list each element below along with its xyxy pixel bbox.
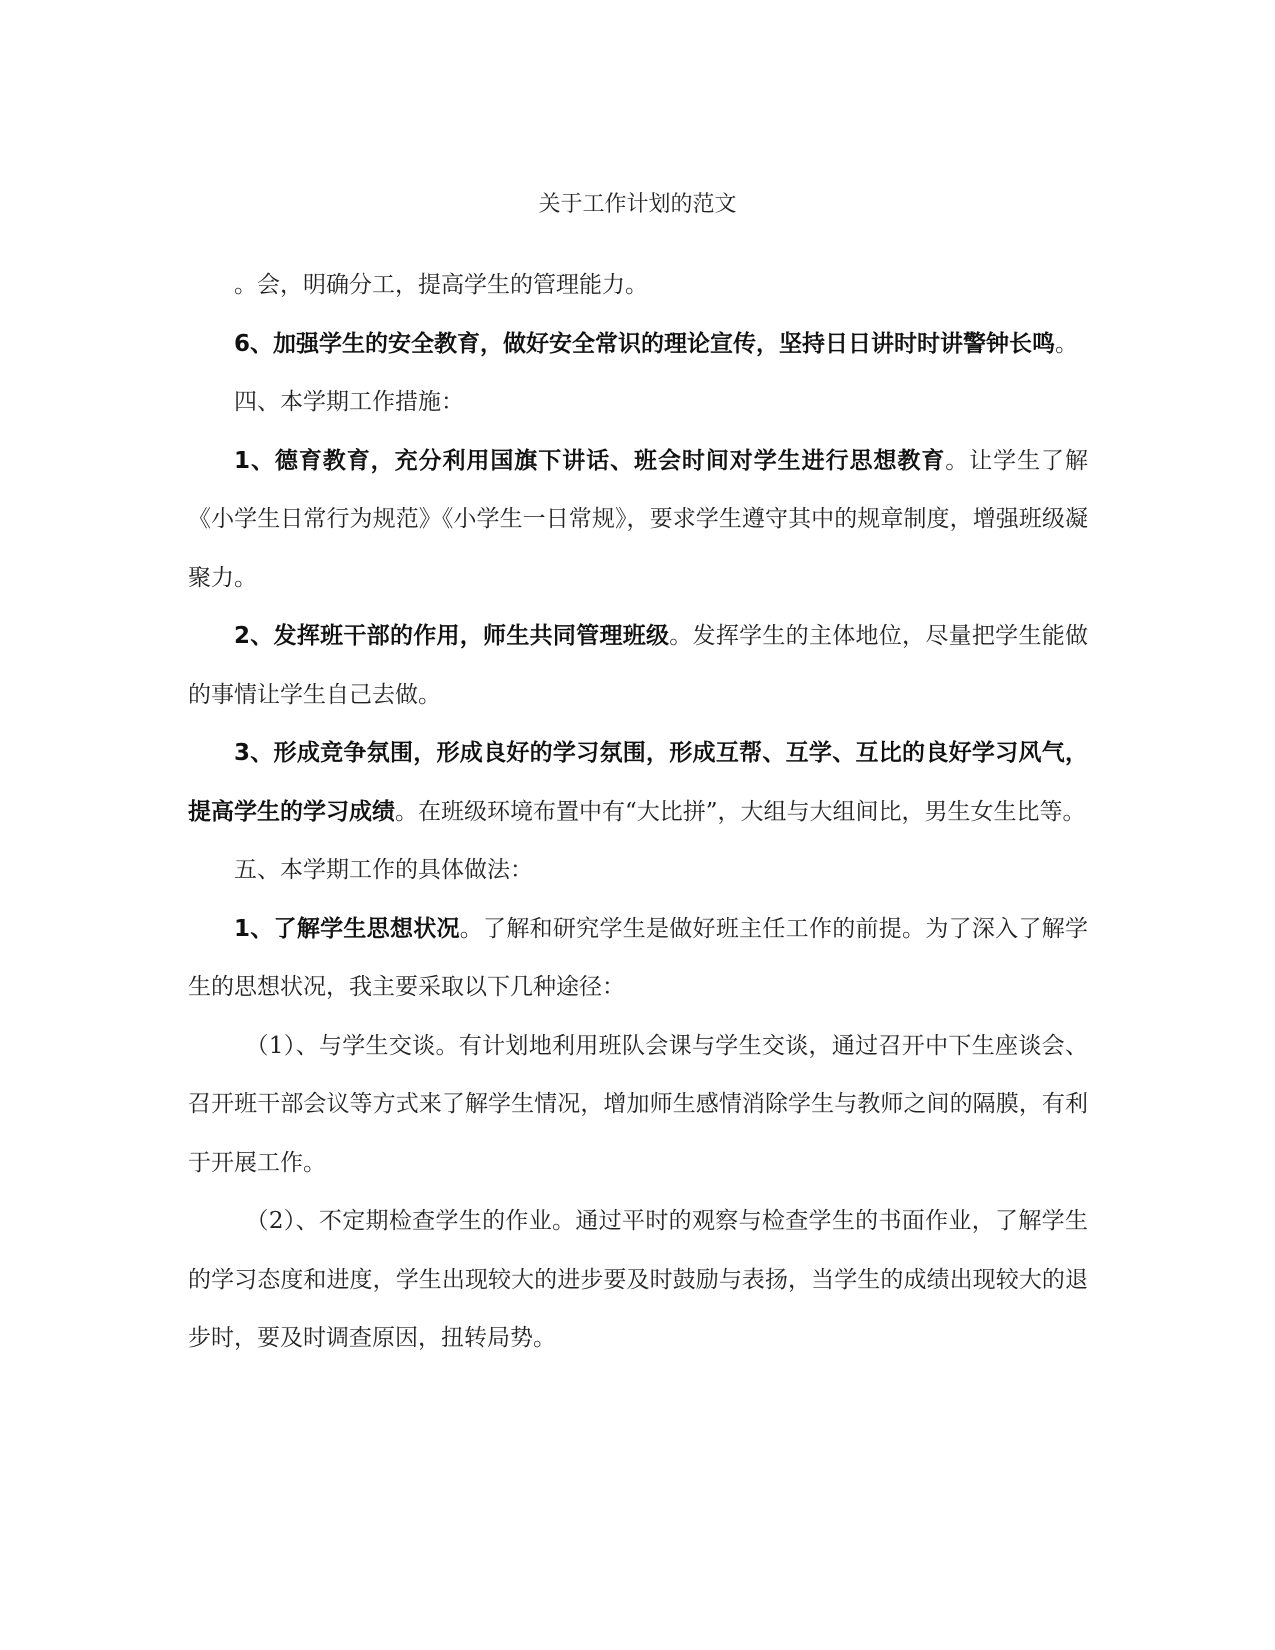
paragraph-8 [188,900,1088,1017]
paragraph-2-text: 。 [1055,330,1079,357]
section-heading-4 [188,373,1088,432]
paragraph-8-text: 。了解和研究学生是做好班主任工作的前提。为了深入了解学生的思想状况，我主要采取以下几种途径： [188,915,1088,1000]
section-heading-4-text: 四、本学期工作措施： [234,389,464,415]
paragraph-2 [188,315,1088,374]
paragraph-5-bold: 2、发挥班干部的作用，师生共同管理班级 [234,623,670,649]
paragraph-5-text: 。发挥学生的主体地位，尽量把学生能做的事情让学生自己去做。 [188,623,1088,708]
paragraph-6-bold: 3、形成竞争氛围，形成良好的学习氛围，形成互帮、互学、互比的良好学习风气，提高学生的学习成绩 [188,740,1088,825]
section-heading-5-text: 五、本学期工作的具体做法： [234,857,533,883]
paragraph-1-text: 。会，明确分工，提高学生的管理能力。 [234,272,648,298]
paragraph-6 [188,724,1088,841]
paragraph-6-text: 。在班级环境布置中有“大比拼”，大组与大组间比，男生女生比等。 [395,798,1086,825]
paragraph-2-bold: 6、加强学生的安全教育，做好安全常识的理论宣传，坚持日日讲时时讲警钟长鸣 [234,330,1056,357]
paragraph-10 [188,1192,1088,1368]
paragraph-1 [188,256,1088,315]
paragraph-5 [188,607,1088,724]
page-title: 关于工作计划的范文 [538,192,737,217]
paragraph-9-text: （1）、与学生交谈。有计划地利用班队会课与学生交谈，通过召开中下生座谈会、召开班干部会议等方式来了解学生情况，增加师生感情消除学生与教师之间的隔膜，有利于开展工作。 [188,1032,1088,1176]
paragraph-9 [188,1017,1088,1193]
paragraph-4-text: 。让学生了解《小学生日常行为规范》《小学生一日常规》，要求学生遵守其中的规章制度，增强班级凝聚力。 [188,447,1088,591]
paragraph-8-bold: 1、了解学生思想状况 [234,915,460,942]
paragraph-10-text: （2）、不定期检查学生的作业。通过平时的观察与检查学生的书面作业，了解学生的学习态度和进度，学生出现较大的进步要及时鼓励与表扬，当学生的成绩出现较大的退步时，要及时调查原因，扭转局势。 [188,1208,1088,1351]
section-heading-5 [188,841,1088,900]
document-body [188,256,1088,1368]
paragraph-4-bold: 1、德育教育，充分利用国旗下讲话、班会时间对学生进行思想教育 [234,447,946,474]
paragraph-4 [188,432,1088,608]
